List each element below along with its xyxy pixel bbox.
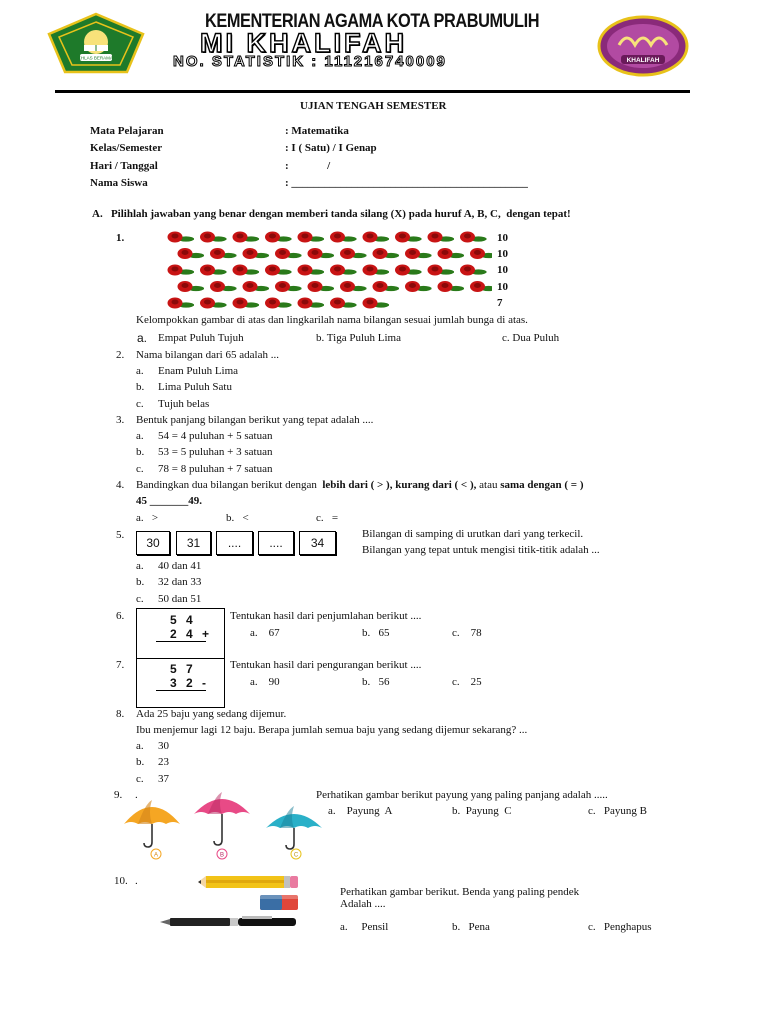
q1-count-3: 10: [497, 264, 508, 276]
rose-flower: [373, 281, 400, 292]
section-a-instruction: A. Pilihlah jawaban yang benar dengan memberi tanda silang (X) pada huruf A, B, C, dengan tepat!: [92, 208, 571, 220]
q10-option-c[interactable]: c. Penghapus: [588, 921, 652, 933]
q1-count-1: 10: [497, 232, 508, 244]
q7-text: Tentukan hasil dari pengurangan berikut ....: [230, 659, 422, 671]
rose-flower: [340, 281, 367, 292]
rose-flower: [405, 281, 432, 292]
rose-flower: [395, 265, 422, 276]
q8-option-a[interactable]: 30: [158, 740, 169, 752]
umbrella-b-label: B: [219, 852, 225, 859]
rose-flower: [438, 281, 465, 292]
q2-option-a-label[interactable]: a.: [136, 365, 144, 377]
rose-flower: [460, 265, 487, 276]
q4-option-a[interactable]: a. >: [136, 512, 159, 524]
q8-option-b-label[interactable]: b.: [136, 756, 145, 768]
q5-option-a-label[interactable]: a.: [136, 560, 144, 572]
q2-option-b[interactable]: Lima Puluh Satu: [158, 381, 232, 393]
q7-option-b[interactable]: b. 56: [362, 676, 390, 688]
rose-flower: [308, 248, 335, 259]
q10-option-a[interactable]: a. Pensil: [340, 921, 389, 933]
q5-option-b-label[interactable]: b.: [136, 576, 145, 588]
info-label-name: Nama Siswa: [90, 177, 148, 189]
header-rule: [55, 90, 690, 93]
q8-option-b[interactable]: 23: [158, 756, 169, 768]
umbrella-a-label: A: [153, 852, 159, 859]
info-label-subject: Mata Pelajaran: [90, 125, 164, 137]
q5-option-a[interactable]: 40 dan 41: [158, 560, 202, 572]
rose-flower: [330, 265, 357, 276]
q3-option-b[interactable]: 53 = 5 puluhan + 3 satuan: [158, 446, 273, 458]
q7-option-c[interactable]: c. 25: [452, 676, 482, 688]
q6-option-c[interactable]: c. 78: [452, 627, 482, 639]
rose-flower: [275, 248, 302, 259]
q8-option-c[interactable]: 37: [158, 773, 169, 785]
q7-option-a[interactable]: a. 90: [250, 676, 280, 688]
ministry-logo: [47, 12, 145, 74]
q1-option-b[interactable]: b. Tiga Puluh Lima: [316, 332, 401, 344]
school-logo: [597, 15, 689, 77]
rose-flower: [395, 232, 422, 243]
logo-right-text: KHALIFAH: [626, 57, 660, 64]
info-value-class: : I ( Satu) / I Genap: [285, 142, 377, 154]
q4-option-b[interactable]: b. <: [226, 512, 249, 524]
q5-number: 5.: [116, 529, 125, 541]
q2-option-c-label[interactable]: c.: [136, 398, 144, 410]
rose-flower: [470, 248, 492, 259]
q6-option-a[interactable]: a. 67: [250, 627, 280, 639]
rose-flower: [200, 298, 227, 309]
rose-flower: [210, 281, 237, 292]
q8-option-c-label[interactable]: c.: [136, 773, 144, 785]
q3-option-b-label[interactable]: b.: [136, 446, 145, 458]
q2-text: Nama bilangan dari 65 adalah ...: [136, 349, 279, 361]
q3-text: Bentuk panjang bilangan berikut yang tepat adalah ....: [136, 414, 374, 426]
q3-option-c-label[interactable]: c.: [136, 463, 144, 475]
number-box-5: 34: [299, 531, 336, 555]
rose-flower: [330, 298, 357, 309]
q9-dot: .: [135, 789, 138, 801]
q4-problem: 45 _______49.: [136, 495, 202, 507]
rose-flower: [405, 248, 432, 259]
logo-left-text: IKHLAS BERAMAL: [76, 55, 116, 61]
q4-text: [136, 479, 583, 491]
q1-number: 1.: [116, 232, 125, 244]
rose-flower: [330, 232, 357, 243]
rose-flower: [265, 232, 292, 243]
q4-option-c[interactable]: c. =: [316, 512, 339, 524]
q2-option-c[interactable]: Tujuh belas: [158, 398, 210, 410]
q8-number: 8.: [116, 708, 125, 720]
q3-option-c[interactable]: 78 = 8 puluhan + 7 satuan: [158, 463, 273, 475]
rose-flower: [308, 281, 335, 292]
q2-option-a[interactable]: Enam Puluh Lima: [158, 365, 239, 377]
q5-option-c-label[interactable]: c.: [136, 593, 144, 605]
q5-option-b[interactable]: 32 dan 33: [158, 576, 202, 588]
q1-count-4: 10: [497, 281, 508, 293]
rose-flower: [233, 265, 260, 276]
number-box-1: 30: [136, 531, 170, 555]
q7-bottom-number: 3 2 -: [170, 676, 210, 690]
rose-flower: [168, 265, 195, 276]
rose-flower: [178, 248, 205, 259]
q4-text-bold2: sama dengan ( = ): [500, 479, 584, 491]
q1-option-c[interactable]: c. Dua Puluh: [502, 332, 560, 344]
rose-flower: [340, 248, 367, 259]
rose-flower: [298, 265, 325, 276]
q9-option-c[interactable]: c. Payung B: [588, 805, 647, 817]
q1-text: Kelompokkan gambar di atas dan lingkarilah nama bilangan sesuai jumlah bunga di atas.: [136, 314, 528, 326]
q10-dot: .: [135, 875, 138, 887]
rose-flower: [243, 281, 270, 292]
school-name: MI KHALIFAH: [200, 28, 407, 58]
info-label-date: Hari / Tanggal: [90, 160, 158, 172]
rose-flower: [460, 232, 487, 243]
rose-flower: [428, 232, 455, 243]
rose-flower: [210, 248, 237, 259]
rose-flower: [363, 265, 390, 276]
q9-option-b[interactable]: b. Payung C: [452, 805, 512, 817]
q2-number: 2.: [116, 349, 125, 361]
rose-flower: [265, 298, 292, 309]
number-box-3[interactable]: ....: [216, 531, 253, 555]
q3-number: 3.: [116, 414, 125, 426]
q3-option-a[interactable]: 54 = 4 puluhan + 5 satuan: [158, 430, 273, 442]
rose-flower: [265, 265, 292, 276]
number-box-4[interactable]: ....: [258, 531, 294, 555]
q6-text: Tentukan hasil dari penjumlahan berikut ....: [230, 610, 422, 622]
rose-flower: [373, 248, 400, 259]
rose-flower: [363, 298, 390, 309]
q5-text-2: Bilangan yang tepat untuk mengisi titik-titik adalah ...: [362, 544, 600, 556]
q1-count-2: 10: [497, 248, 508, 260]
q10-text-2: Adalah ....: [340, 898, 386, 910]
umbrellas-image: [118, 792, 328, 862]
q4-text-pre: Bandingkan dua bilangan berikut dengan: [136, 479, 317, 491]
q7-top-number: 5 7: [170, 662, 196, 676]
statistic-number: NO. STATISTIK : 111216740009: [173, 53, 447, 70]
rose-flower: [470, 281, 492, 292]
q6-number: 6.: [116, 610, 125, 622]
rose-flower: [178, 281, 205, 292]
q6-top-number: 5 4: [170, 613, 196, 627]
exam-title: UJIAN TENGAH SEMESTER: [300, 100, 447, 112]
q10-text-1: Perhatikan gambar berikut. Benda yang paling pendek: [340, 886, 580, 898]
q6-option-b[interactable]: b. 65: [362, 627, 390, 639]
info-value-subject: : Matematika: [285, 125, 349, 137]
rose-flower: [298, 298, 325, 309]
q3-option-a-label[interactable]: a.: [136, 430, 144, 442]
q5-text-1: Bilangan di samping di urutkan dari yang terkecil.: [362, 528, 584, 540]
q8-text-2: Ibu menjemur lagi 12 baju. Berapa jumlah semua baju yang sedang dijemur sekarang? ...: [136, 724, 528, 736]
q1-count-5: 7: [497, 297, 503, 309]
rose-flower: [428, 265, 455, 276]
q10-option-b[interactable]: b. Pena: [452, 921, 490, 933]
q9-number: 9.: [114, 789, 123, 801]
number-box-2: 31: [176, 531, 211, 555]
rose-flower: [233, 298, 260, 309]
info-value-name[interactable]: : ___________________________________________: [285, 177, 528, 189]
rose-flower: [200, 232, 227, 243]
q10-number: 10.: [114, 875, 128, 887]
q7-sum-line: [156, 690, 206, 691]
q9-text: Perhatikan gambar berikut payung yang paling panjang adalah .....: [316, 789, 608, 801]
rose-flower: [363, 232, 390, 243]
rose-flower: [438, 248, 465, 259]
rose-flower: [298, 232, 325, 243]
q1-option-a-label[interactable]: a.: [137, 331, 148, 345]
rose-flower: [200, 265, 227, 276]
q4-text-mid: atau: [479, 479, 498, 491]
q8-option-a-label[interactable]: a.: [136, 740, 144, 752]
q5-option-c[interactable]: 50 dan 51: [158, 593, 202, 605]
q4-number: 4.: [116, 479, 125, 491]
info-value-date: : /: [285, 160, 331, 172]
q1-option-a[interactable]: Empat Puluh Tujuh: [158, 332, 244, 344]
q2-option-b-label[interactable]: b.: [136, 381, 145, 393]
rose-flower: [233, 232, 260, 243]
roses-image: [164, 228, 492, 312]
q7-number: 7.: [116, 659, 125, 671]
rose-flower: [168, 232, 195, 243]
rose-flower: [243, 248, 270, 259]
rose-flower: [168, 298, 195, 309]
q6-bottom-number: 2 4 +: [170, 627, 213, 641]
ministry-name: KEMENTERIAN AGAMA KOTA PRABUMULIH: [205, 11, 540, 32]
q4-text-bold1: lebih dari ( > ), kurang dari ( < ),: [322, 479, 477, 491]
umbrella-c-label: C: [293, 852, 299, 859]
q8-text-1: Ada 25 baju yang sedang dijemur.: [136, 708, 287, 720]
info-label-class: Kelas/Semester: [90, 142, 163, 154]
q6-sum-line: [156, 641, 206, 642]
stationery-image: [158, 870, 306, 934]
rose-flower: [275, 281, 302, 292]
q9-option-a[interactable]: a. Payung A: [328, 805, 393, 817]
